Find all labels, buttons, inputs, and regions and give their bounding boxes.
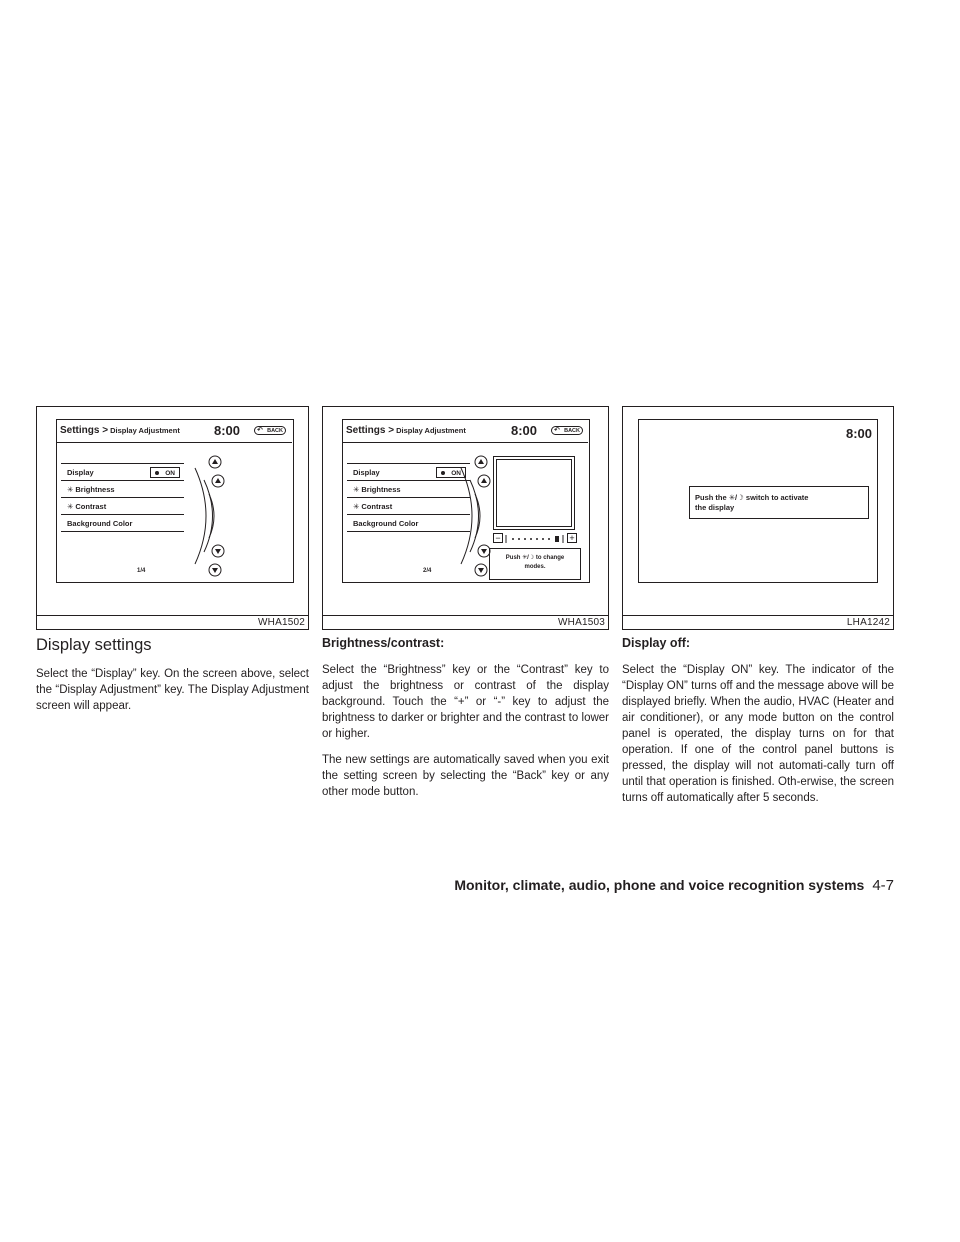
clock: 8:00 — [214, 423, 241, 438]
header-sub: Display Adjustment — [396, 426, 466, 435]
menu-item-background-color: Background Color — [347, 515, 470, 532]
header-settings: Settings > — [60, 425, 109, 436]
clock: 8:00 — [846, 426, 873, 441]
page-number: 4-7 — [872, 877, 894, 894]
figure-caption-line — [37, 615, 308, 616]
chapter-title: Monitor, climate, audio, phone and voice recognition systems — [454, 877, 865, 893]
menu-item-background-color: Background Color — [61, 515, 184, 532]
page-indicator: 1/4 — [137, 568, 146, 574]
figure-id: WHA1502 — [258, 617, 305, 628]
figure-display-off — [622, 406, 894, 630]
figure-caption-line — [623, 615, 893, 616]
header-sub: Display Adjustment — [110, 426, 180, 435]
clock: 8:00 — [511, 423, 538, 438]
section-heading: Display settings — [36, 636, 152, 654]
slider-dots — [505, 535, 565, 543]
minus-icon: − — [493, 533, 503, 543]
menu-label: Display — [67, 468, 94, 477]
message-line: Push the ✳/☽ switch to activate — [695, 493, 809, 502]
header-settings: Settings > — [346, 425, 395, 436]
settings-menu — [347, 463, 470, 554]
menu-item-contrast: ✳ Contrast — [347, 498, 470, 515]
note-line: modes. — [524, 564, 546, 570]
menu-item-brightness: ✳ Brightness — [347, 481, 470, 498]
activate-message — [689, 486, 869, 519]
column-display-settings — [36, 634, 309, 724]
paragraph: Select the “Display ON” key. The indicator of the “Display ON” turns off and the message above will be displayed briefly. When the audio, HVAC (Heater and air conditioner), or any mode button on the control panel is operated, the display turns on for that operation. If one of the control panel buttons is pressed, the display will not automati-cally turn off until that operation is finished. Oth-erwise, the screen turns off automatically after 5 seconds. — [622, 664, 894, 804]
page-indicator: 2/4 — [423, 568, 432, 574]
preview-window — [493, 456, 575, 530]
on-indicator: ON — [436, 467, 466, 478]
message-line: the display — [695, 503, 735, 512]
menu-item-brightness: ✳ Brightness — [61, 481, 184, 498]
paragraph: Select the “Brightness” key or the “Contrast” key to adjust the brightness or contrast of the display background. Touch the “+” or “-” key to adjust the brightness to darker or brighter and the contrast to lower or higher. — [322, 664, 609, 740]
header-divider — [57, 442, 292, 443]
figure-display-adjustment-2 — [322, 406, 609, 630]
settings-menu — [61, 463, 184, 554]
subsection-heading: Display off: — [622, 636, 691, 650]
menu-item-empty — [347, 532, 470, 554]
subsection-heading: Brightness/contrast: — [322, 636, 445, 650]
preview-inner — [496, 459, 572, 527]
paragraph: The new settings are automatically saved when you exit the setting screen by selecting the “Back” key or any other mode button. — [322, 754, 609, 798]
back-button: ↶ BACK — [254, 426, 286, 435]
screen-illustration — [342, 419, 590, 583]
figure-display-adjustment-1 — [36, 406, 309, 630]
page-footer — [454, 877, 894, 894]
figure-caption-line — [323, 615, 608, 616]
column-display-off — [622, 634, 894, 816]
back-button: ↶ BACK — [551, 426, 583, 435]
plus-icon: + — [567, 533, 577, 543]
paragraph: Select the “Display” key. On the screen above, select the “Display Adjustment” key. The Display Adjustment screen will appear. — [36, 668, 309, 712]
menu-item-empty — [61, 532, 184, 554]
menu-label: Display — [353, 468, 380, 477]
figure-id: LHA1242 — [846, 617, 890, 628]
header-divider — [343, 442, 588, 443]
figure-id: WHA1503 — [558, 617, 605, 628]
menu-item-display — [347, 464, 470, 481]
column-brightness-contrast — [322, 634, 609, 810]
screen-header — [346, 425, 466, 436]
adjust-slider — [493, 533, 577, 545]
scroll-arc — [189, 454, 225, 579]
menu-item-contrast: ✳ Contrast — [61, 498, 184, 515]
scroll-arc — [455, 454, 491, 579]
screen-header — [60, 425, 180, 436]
mode-note — [489, 548, 581, 580]
note-line: Push ✳/☽ to change — [505, 555, 565, 561]
menu-item-display — [61, 464, 184, 481]
screen-illustration — [638, 419, 878, 583]
on-indicator: ON — [150, 467, 180, 478]
screen-illustration — [56, 419, 294, 583]
